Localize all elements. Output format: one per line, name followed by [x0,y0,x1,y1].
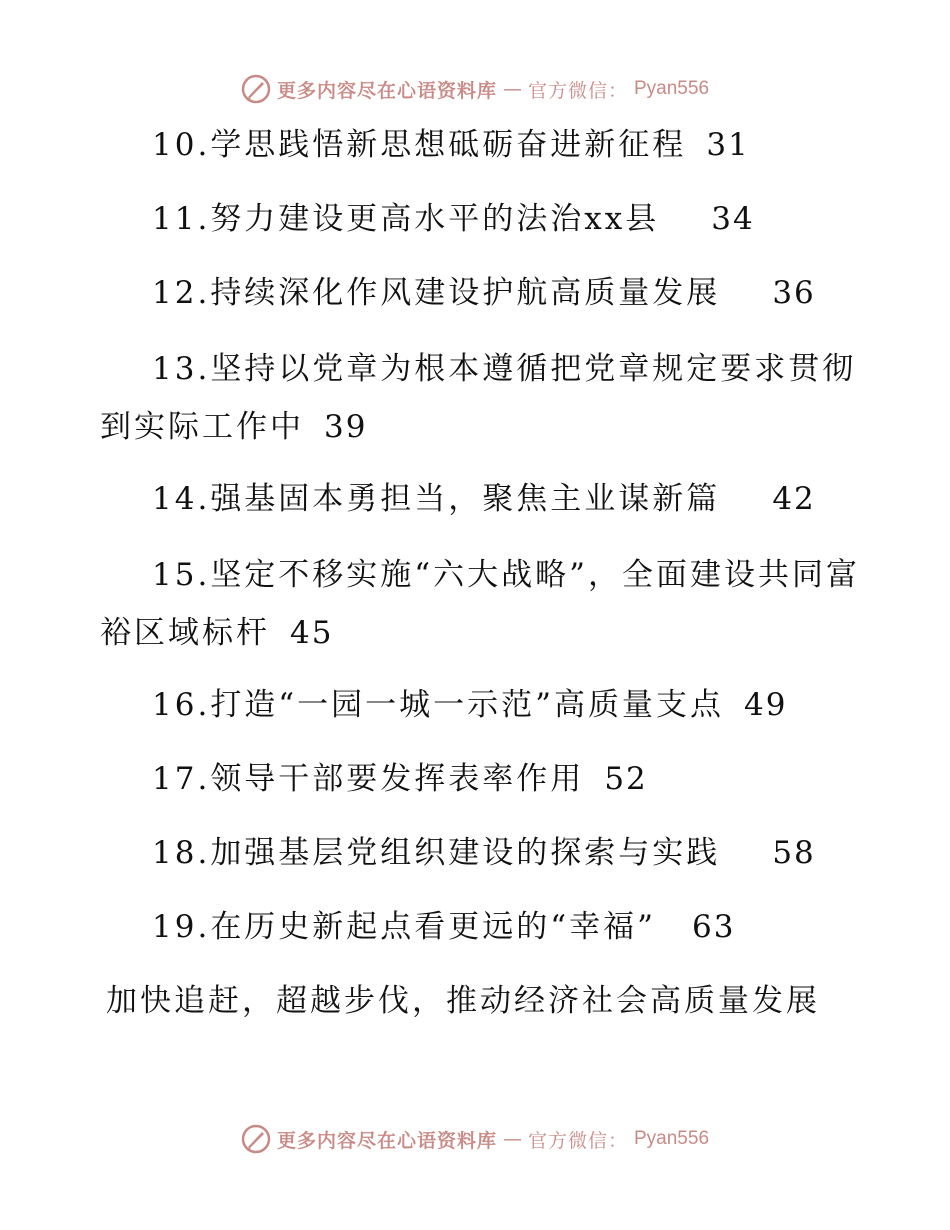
watermark-wechat-label: 官方微信： [527,1129,628,1152]
watermark-separator: — [502,78,522,100]
toc-entry-17[interactable] [100,752,860,806]
toc-entry-page: 63 [692,909,736,945]
toc-entry-page: 58 [772,835,816,871]
toc-entry-title: 学思践悟新思想砥砺奋进新征程 [210,127,687,163]
toc-entry-title: 在历史新起点看更远的“幸福” [210,909,657,945]
section-heading: 加快追赶，超越步伐，推动经济社会高质量发展 [106,983,820,1019]
watermark-brand: 更多内容尽在心语资料库 [276,1129,497,1152]
toc-entry-number: 19. [152,909,211,945]
toc-entry-14[interactable] [100,472,860,526]
toc-entry-number: 15. [152,557,211,593]
toc-entry-title: 加强基层党组织建设的探索与实践 [210,835,721,871]
toc-entry-page: 36 [772,275,816,311]
footer-watermark [0,1124,950,1154]
toc-entry-11[interactable] [100,192,860,246]
toc-entry-15[interactable] [100,546,860,662]
toc-entry-page: 39 [324,409,368,445]
toc-entry-page: 42 [772,481,816,517]
toc-entry-13[interactable] [100,340,860,456]
toc-entry-title: 强基固本勇担当，聚焦主业谋新篇 [210,481,721,517]
watermark-wechat-id: Pyan556 [634,78,710,99]
watermark-brand: 更多内容尽在心语资料库 [276,79,497,102]
toc-entry-number: 10. [152,127,211,163]
toc-entry-page: 34 [711,201,755,237]
toc-entry-page: 49 [744,687,788,723]
table-of-contents [100,118,860,1028]
toc-entry-number: 13. [152,351,211,387]
toc-entry-12[interactable] [100,266,860,320]
toc-entry-number: 17. [152,761,211,797]
toc-entry-16[interactable] [100,678,860,732]
toc-entry-number: 16. [152,687,211,723]
toc-entry-title: 坚持以党章为根本遵循把党章规定要求贯彻到实际工作中 [100,351,857,445]
toc-entry-page: 45 [290,615,334,651]
watermark-wechat-label: 官方微信： [527,79,628,102]
toc-entry-number: 11. [152,201,211,237]
toc-entry-10[interactable] [100,118,860,172]
toc-entry-19[interactable] [100,900,860,954]
watermark-separator: — [502,1128,522,1150]
toc-entry-title: 持续深化作风建设护航高质量发展 [210,275,721,311]
toc-entry-title: 打造“一园一城一示范”高质量支点 [210,687,725,723]
toc-entry-page: 31 [706,127,750,163]
toc-entry-title: 坚定不移实施“六大战略”，全面建设共同富裕区域标杆 [100,557,861,651]
quill-pen-logo-icon [241,74,271,104]
toc-entry-page: 52 [604,761,648,797]
toc-entry-number: 12. [152,275,211,311]
toc-entry-number: 14. [152,481,211,517]
toc-entry-18[interactable] [100,826,860,880]
header-watermark [0,74,950,104]
watermark-wechat-id: Pyan556 [634,1128,710,1149]
toc-entry-title: 领导干部要发挥表率作用 [210,761,585,797]
quill-pen-logo-icon [241,1124,271,1154]
toc-entry-number: 18. [152,835,211,871]
toc-entry-title: 努力建设更高水平的法治xx县 [210,201,660,237]
